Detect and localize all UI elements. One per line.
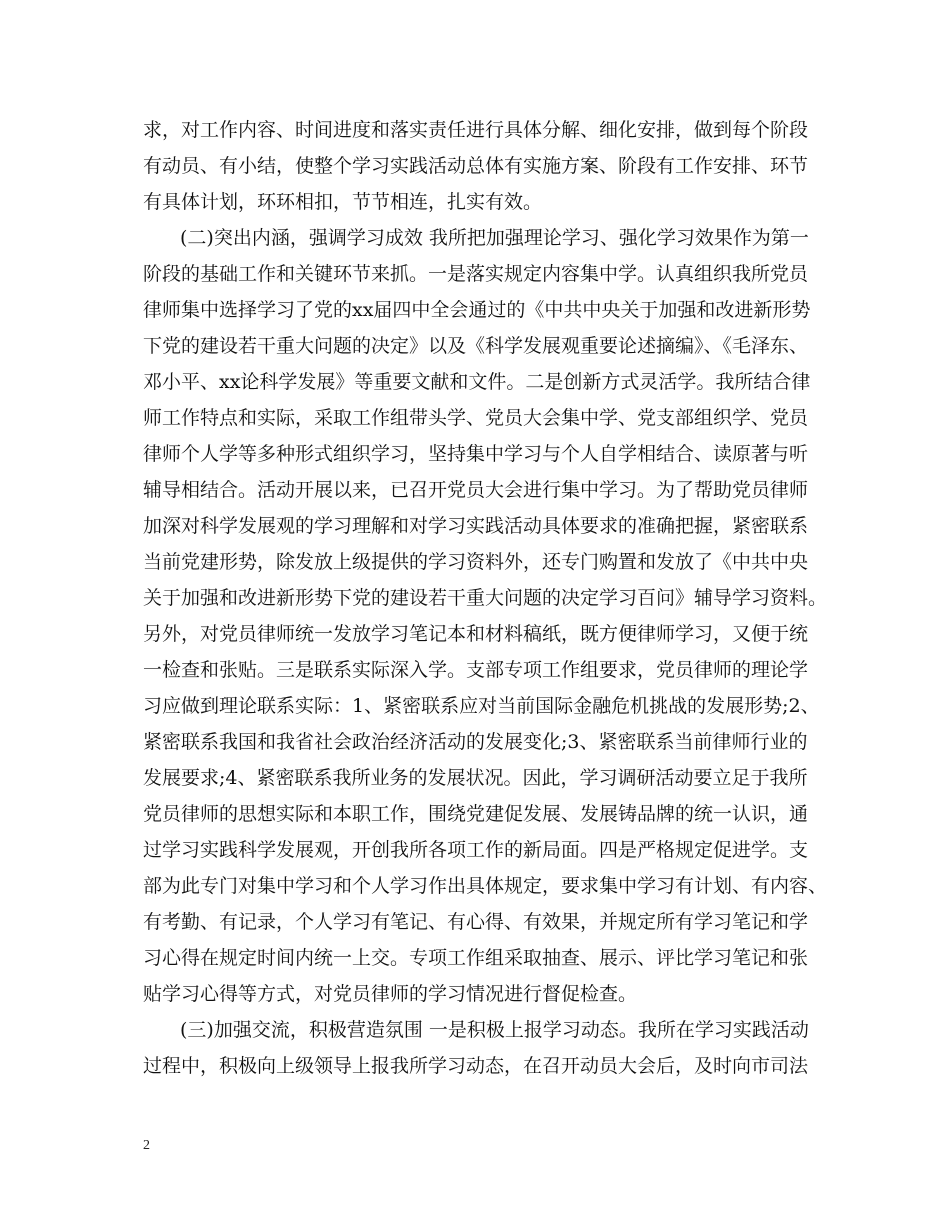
text-line: 部为此专门对集中学习和个人学习作出具体规定，要求集中学习有计划、有内容、 <box>143 875 828 897</box>
text-line: 邓小平、xx论科学发展》等重要文献和文件。二是创新方式灵活学。我所结合律 <box>143 371 811 393</box>
text-line: 律师集中选择学习了党的xx届四中全会通过的《中共中央关于加强和改进新形势 <box>143 299 811 321</box>
text-line: 过学习实践科学发展观，开创我所各项工作的新局面。四是严格规定促进学。支 <box>143 839 809 861</box>
text-line: 有具体计划，环环相扣，节节相连，扎实有效。 <box>143 191 543 213</box>
text-line: 有动员、有小结，使整个学习实践活动总体有实施方案、阶段有工作安排、环节 <box>143 155 809 177</box>
text-line: 辅导相结合。活动开展以来，已召开党员大会进行集中学习。为了帮助党员律师 <box>143 479 809 501</box>
paragraph-start-line: (三)加强交流，积极营造氛围 一是积极上报学习动态。我所在学习实践活动 <box>180 1019 809 1041</box>
text-line: 当前党建形势，除发放上级提供的学习资料外，还专门购置和发放了《中共中央 <box>143 551 809 573</box>
text-line: 下党的建设若干重大问题的决定》以及《科学发展观重要论述摘编》、《毛泽东、 <box>143 335 809 357</box>
text-line: 律师个人学等多种形式组织学习，坚持集中学习与个人自学相结合、读原著与听 <box>143 443 809 465</box>
text-line: 有考勤、有记录，个人学习有笔记、有心得、有效果，并规定所有学习笔记和学 <box>143 911 809 933</box>
text-line: 另外，对党员律师统一发放学习笔记本和材料稿纸，既方便律师学习，又便于统 <box>143 623 809 645</box>
text-line: 贴学习心得等方式，对党员律师的学习情况进行督促检查。 <box>143 983 638 1005</box>
text-line: 阶段的基础工作和关键环节来抓。一是落实规定内容集中学。认真组织我所党员 <box>143 263 809 285</box>
text-line: 师工作特点和实际，采取工作组带头学、党员大会集中学、党支部组织学、党员 <box>143 407 809 429</box>
text-line: 求，对工作内容、时间进度和落实责任进行具体分解、细化安排，做到每个阶段 <box>143 119 809 141</box>
page-number: 2 <box>143 1138 150 1153</box>
text-line: 关于加强和改进新形势下党的建设若干重大问题的决定学习百问》辅导学习资料。 <box>143 587 828 609</box>
body-text <box>143 112 828 1084</box>
text-line: 过程中，积极向上级领导上报我所学习动态，在召开动员大会后，及时向市司法 <box>143 1055 809 1077</box>
text-line: 习心得在规定时间内统一上交。专项工作组采取抽查、展示、评比学习笔记和张 <box>143 947 809 969</box>
text-line: 紧密联系我国和我省社会政治经济活动的发展变化;3、紧密联系当前律师行业的 <box>143 731 808 753</box>
text-line: 加深对科学发展观的学习理解和对学习实践活动具体要求的准确把握，紧密联系 <box>143 515 809 537</box>
text-line: 发展要求;4、紧密联系我所业务的发展状况。因此，学习调研活动要立足于我所 <box>143 767 808 789</box>
text-line: 一检查和张贴。三是联系实际深入学。支部专项工作组要求，党员律师的理论学 <box>143 659 809 681</box>
text-line: 习应做到理论联系实际：1、紧密联系应对当前国际金融危机挑战的发展形势;2、 <box>143 695 820 717</box>
paragraph-start-line: (二)突出内涵，强调学习成效 我所把加强理论学习、强化学习效果作为第一 <box>180 227 809 249</box>
text-line: 党员律师的思想实际和本职工作，围绕党建促发展、发展铸品牌的统一认识，通 <box>143 803 809 825</box>
